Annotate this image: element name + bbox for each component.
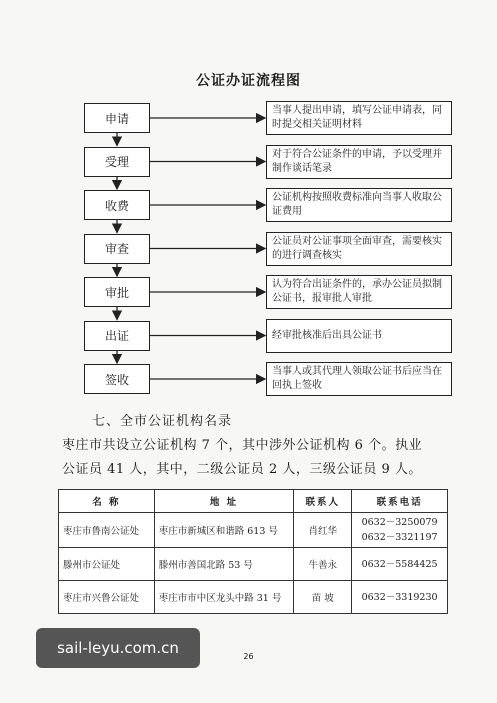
table-cell-address: 滕州市善国北路 53 号 xyxy=(154,548,294,581)
table-row xyxy=(59,513,448,548)
header-phone: 联系电话 xyxy=(352,490,448,513)
flow-step-box: 收费 xyxy=(84,190,150,220)
flow-step-box: 审批 xyxy=(84,277,150,307)
flow-step-box: 申请 xyxy=(84,103,150,133)
flow-step-description: 当事人或其代理人领取公证书后应当在回执上签收 xyxy=(266,362,452,396)
flow-step-description: 经审批核准后出具公证书 xyxy=(266,319,452,353)
table-cell-address: 枣庄市新城区和谐路 613 号 xyxy=(154,513,294,548)
table-cell-address: 枣庄市市中区龙头中路 31 号 xyxy=(154,581,294,614)
table-cell-contact: 牛善永 xyxy=(294,548,352,581)
header-address: 地 址 xyxy=(154,490,294,513)
table-row xyxy=(59,581,448,614)
flow-step-box: 签收 xyxy=(84,364,150,394)
phone-number: 0632－3250079 xyxy=(361,517,438,528)
phone-number: 0632－3321197 xyxy=(361,532,438,543)
table-row xyxy=(59,548,448,581)
flow-step-description: 对于符合公证条件的申请，予以受理并制作谈话笔录 xyxy=(266,145,452,179)
page-number: 26 xyxy=(243,652,254,661)
table-header-row xyxy=(59,490,448,513)
flow-step-description: 公证员对公证事项全面审查，需要核实的进行调查核实 xyxy=(266,232,452,266)
header-contact: 联系人 xyxy=(294,490,352,513)
section-heading: 七、全市公证机构名录 xyxy=(92,414,233,429)
paragraph-line-1: 枣庄市共设立公证机构 7 个，其中涉外公证机构 6 个。执业 xyxy=(62,438,423,453)
flowchart-title: 公证办证流程图 xyxy=(196,73,301,89)
table-cell-contact: 肖红华 xyxy=(294,513,352,548)
flow-step-box: 审查 xyxy=(84,234,150,264)
phone-number: 0632－5584425 xyxy=(361,558,438,570)
table-cell-phones xyxy=(352,581,448,614)
table-cell-name: 枣庄市兴鲁公证处 xyxy=(59,581,155,614)
flow-step-description: 当事人提出申请，填写公证申请表，同时提交相关证明材料 xyxy=(266,101,452,135)
notary-directory-table xyxy=(58,489,448,614)
table-cell-phones xyxy=(352,513,448,548)
flow-step-description: 公证机构按照收费标准向当事人收取公证费用 xyxy=(266,188,452,222)
flow-step-description: 认为符合出证条件的，承办公证员拟制公证书，报审批人审批 xyxy=(266,275,452,309)
header-name: 名 称 xyxy=(59,490,155,513)
phone-number: 0632－3319230 xyxy=(361,591,438,603)
site-watermark: sail-leyu.com.cn xyxy=(36,628,200,668)
table-cell-phones xyxy=(352,548,448,581)
table-cell-name: 滕州市公证处 xyxy=(59,548,155,581)
table-cell-contact: 苗 坡 xyxy=(294,581,352,614)
flow-step-box: 出证 xyxy=(84,321,150,351)
table-cell-name: 枣庄市鲁南公证处 xyxy=(59,513,155,548)
flow-step-box: 受理 xyxy=(84,147,150,177)
paragraph-line-2: 公证员 41 人，其中，二级公证员 2 人，三级公证员 9 人。 xyxy=(62,462,422,477)
